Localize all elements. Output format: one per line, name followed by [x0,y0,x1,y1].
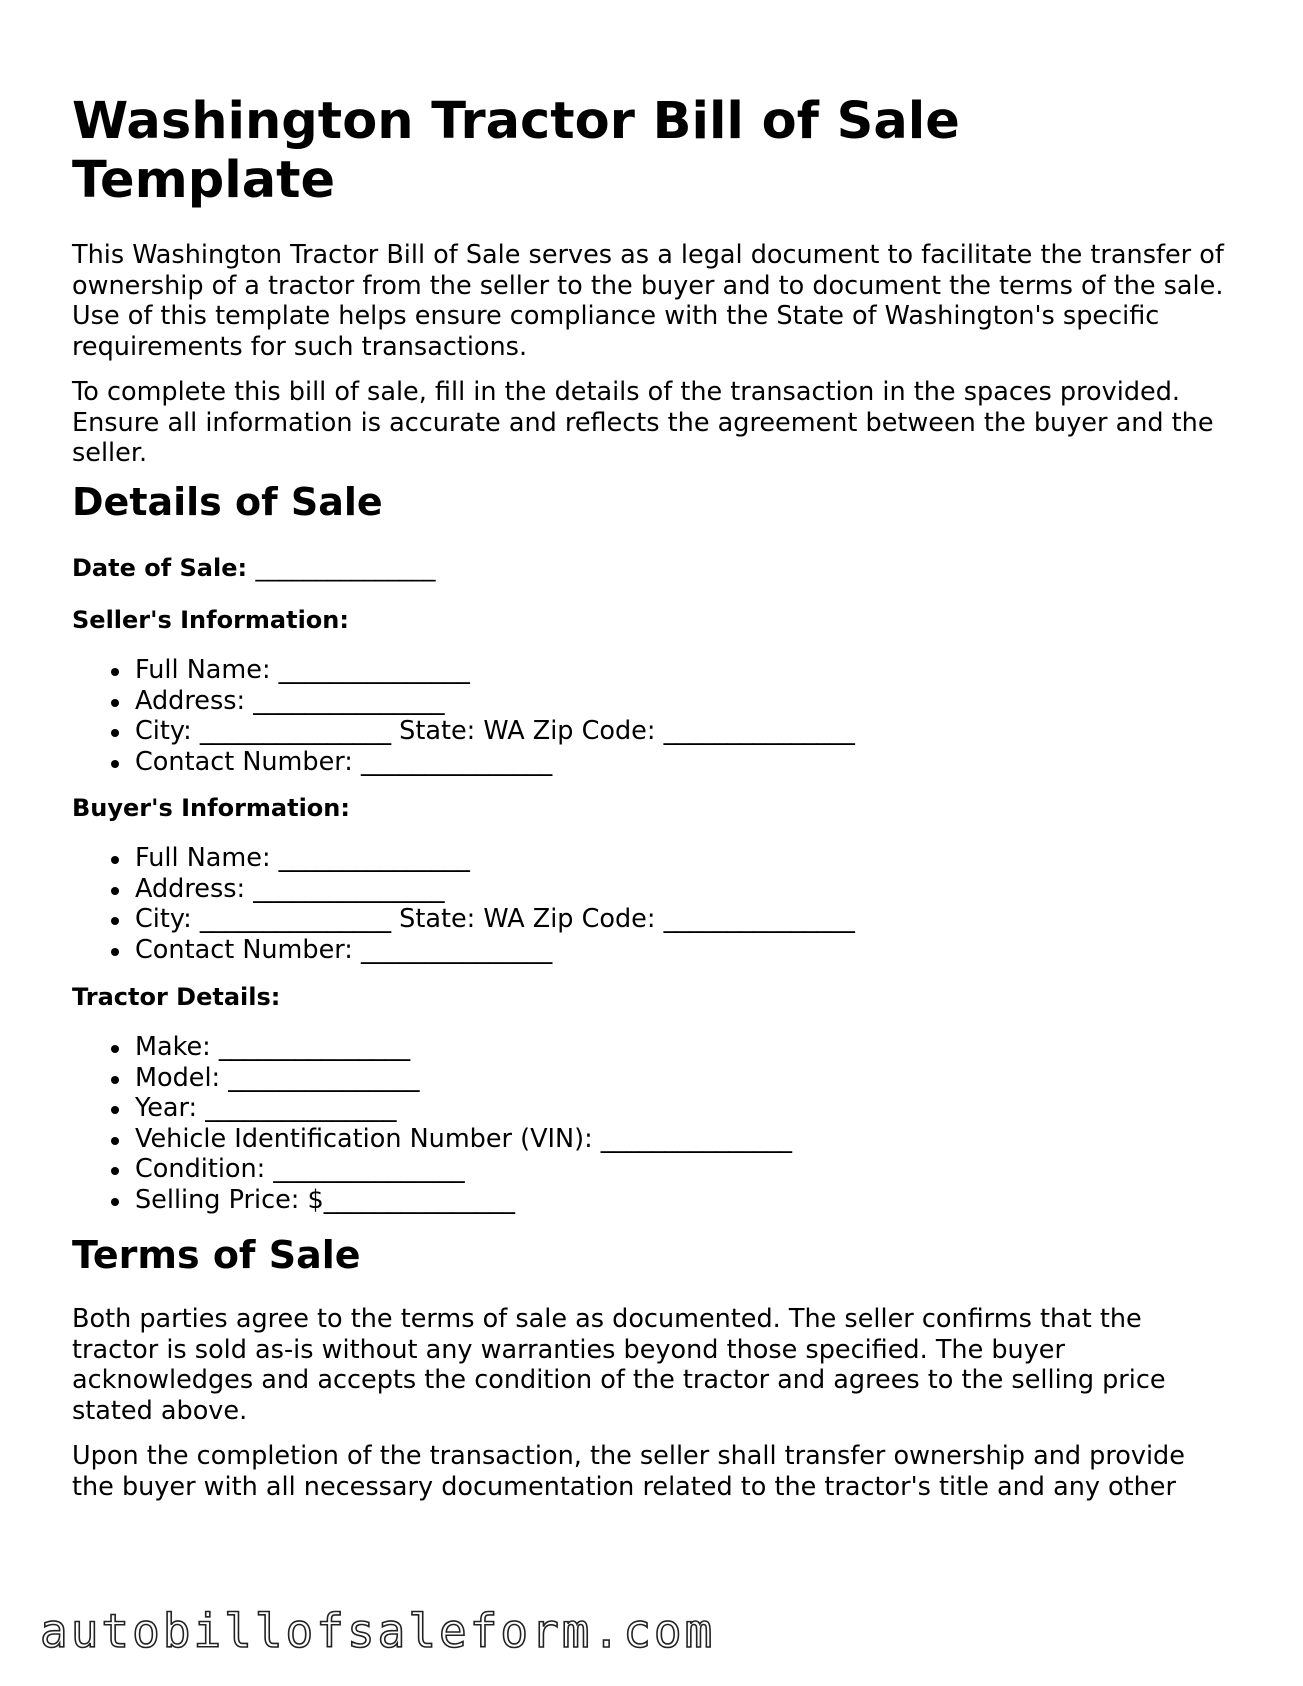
tractor-year-field[interactable]: Year: _______________ [72,1093,792,1124]
date-of-sale-blank[interactable]: _______________ [255,554,436,582]
date-of-sale-field[interactable] [72,553,435,583]
buyer-city-state-zip-field[interactable]: City: _______________ State: WA Zip Code: _______________ [72,904,855,935]
intro-paragraph-2: To complete this bill of sale, fill in the details of the transaction in the spaces provided. Ensure all information is accurate and reflects the agreement between the buyer and the seller. [72,377,1214,468]
buyer-info-heading: Buyer's Information: [72,794,350,822]
intro-paragraph-1: This Washington Tractor Bill of Sale serves as a legal document to facilitate the transfer of ownership of a tractor from the seller to the buyer and to document the terms of the sale. Use of this template helps ensure compliance with the State of Washington's specific requirements for such transactions. [72,240,1224,362]
seller-city-state-zip-field[interactable]: City: _______________ State: WA Zip Code: _______________ [72,716,855,747]
terms-paragraph-2: Upon the completion of the transaction, the seller shall transfer ownership and provide the buyer with all necessary documentation related to the tractor's title and any other [72,1441,1185,1502]
tractor-details-heading: Tractor Details: [72,983,281,1011]
page-title: Washington Tractor Bill of Sale Template [72,92,960,210]
tractor-vin-field[interactable]: Vehicle Identification Number (VIN): _______________ [72,1124,792,1155]
terms-heading: Terms of Sale [72,1233,361,1277]
date-of-sale-label: Date of Sale: [72,554,248,582]
buyer-full-name-field[interactable]: Full Name: _______________ [72,843,855,874]
buyer-address-field[interactable]: Address: _______________ [72,874,855,905]
seller-contact-number-field[interactable]: Contact Number: _______________ [72,747,855,778]
tractor-condition-field[interactable]: Condition: _______________ [72,1154,792,1185]
tractor-selling-price-field[interactable]: Selling Price: $_______________ [72,1185,792,1216]
buyer-contact-number-field[interactable]: Contact Number: _______________ [72,935,855,966]
buyer-info-list [72,843,855,965]
seller-address-field[interactable]: Address: _______________ [72,686,855,717]
tractor-details-list [72,1032,792,1215]
seller-info-heading: Seller's Information: [72,606,349,634]
seller-full-name-field[interactable]: Full Name: _______________ [72,655,855,686]
seller-info-list [72,655,855,777]
details-heading: Details of Sale [72,480,383,524]
terms-paragraph-1: Both parties agree to the terms of sale as documented. The seller confirms that the tractor is sold as-is without any warranties beyond those specified. The buyer acknowledges and accepts the condition of the tractor and agrees to the selling price stated above. [72,1304,1166,1426]
tractor-make-field[interactable]: Make: _______________ [72,1032,792,1063]
site-watermark: autobillofsaleform.com [40,1604,716,1658]
tractor-model-field[interactable]: Model: _______________ [72,1063,792,1094]
